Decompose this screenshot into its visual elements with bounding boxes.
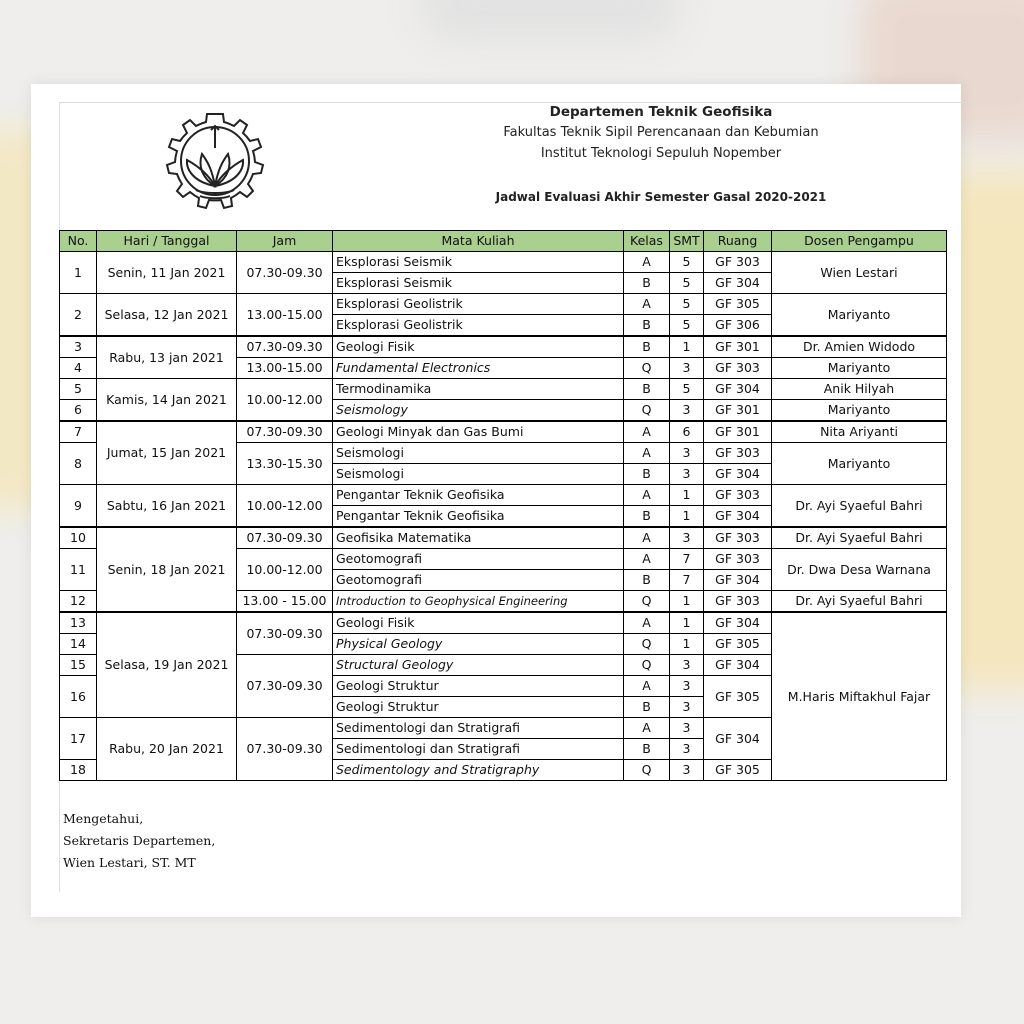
cell-class: Q (624, 760, 670, 781)
cell-room: GF 303 (704, 527, 772, 549)
cell-semester: 1 (670, 612, 704, 634)
table-row (60, 379, 947, 400)
cell-room: GF 303 (704, 358, 772, 379)
cell-class: B (624, 273, 670, 294)
cell-lecturer: Wien Lestari (772, 252, 947, 294)
cell-date: Rabu, 20 Jan 2021 (97, 718, 237, 781)
cell-class: A (624, 718, 670, 739)
cell-room: GF 303 (704, 591, 772, 613)
cell-date: Senin, 11 Jan 2021 (97, 252, 237, 294)
cell-lecturer: Dr. Ayi Syaeful Bahri (772, 485, 947, 528)
cell-room: GF 304 (704, 612, 772, 634)
table-row (60, 421, 947, 443)
cell-class: A (624, 676, 670, 697)
cell-semester: 7 (670, 549, 704, 570)
column-header: No. (60, 231, 97, 252)
cell-class: B (624, 464, 670, 485)
cell-no: 11 (60, 549, 97, 591)
cell-room: GF 304 (704, 464, 772, 485)
cell-room: GF 301 (704, 336, 772, 358)
cell-room: GF 303 (704, 252, 772, 273)
cell-room: GF 305 (704, 294, 772, 315)
cell-course: Eksplorasi Geolistrik (333, 294, 624, 315)
cell-no: 18 (60, 760, 97, 781)
cell-lecturer: Mariyanto (772, 294, 947, 337)
cell-course: Fundamental Electronics (333, 358, 624, 379)
cell-class: A (624, 421, 670, 443)
cell-course: Geologi Fisik (333, 612, 624, 634)
cell-lecturer: Dr. Dwa Desa Warnana (772, 549, 947, 591)
column-header: SMT (670, 231, 704, 252)
cell-no: 9 (60, 485, 97, 528)
cell-class: Q (624, 400, 670, 422)
cell-semester: 3 (670, 443, 704, 464)
cell-course: Seismologi (333, 443, 624, 464)
cell-room: GF 304 (704, 379, 772, 400)
cell-semester: 1 (670, 485, 704, 506)
cell-class: B (624, 697, 670, 718)
cell-date: Selasa, 19 Jan 2021 (97, 612, 237, 718)
cell-semester: 5 (670, 273, 704, 294)
cell-semester: 3 (670, 400, 704, 422)
department-name: Departemen Teknik Geofisika (549, 104, 773, 120)
cell-room: GF 303 (704, 485, 772, 506)
cell-no: 4 (60, 358, 97, 379)
cell-time: 07.30-09.30 (237, 527, 333, 549)
table-row (60, 252, 947, 273)
cell-course: Pengantar Teknik Geofisika (333, 485, 624, 506)
cell-class: Q (624, 591, 670, 613)
cell-no: 15 (60, 655, 97, 676)
cell-semester: 1 (670, 506, 704, 528)
column-header: Dosen Pengampu (772, 231, 947, 252)
cell-no: 5 (60, 379, 97, 400)
cell-no: 16 (60, 676, 97, 718)
cell-room: GF 304 (704, 570, 772, 591)
cell-course: Geotomografi (333, 570, 624, 591)
cell-class: Q (624, 358, 670, 379)
schedule-table-wrapper (59, 230, 947, 781)
cell-time: 10.00-12.00 (237, 379, 333, 422)
cell-class: Q (624, 655, 670, 676)
column-header: Jam (237, 231, 333, 252)
cell-time: 13.00-15.00 (237, 358, 333, 379)
cell-semester: 5 (670, 252, 704, 273)
cell-course: Physical Geology (333, 634, 624, 655)
cell-course: Eksplorasi Seismik (333, 252, 624, 273)
cell-semester: 3 (670, 739, 704, 760)
cell-room: GF 301 (704, 421, 772, 443)
cell-no: 2 (60, 294, 97, 337)
cell-room: GF 301 (704, 400, 772, 422)
cell-no: 3 (60, 336, 97, 358)
its-logo-icon (152, 108, 278, 220)
cell-class: Q (624, 634, 670, 655)
cell-course: Seismologi (333, 464, 624, 485)
cell-class: A (624, 252, 670, 273)
cell-room: GF 304 (704, 718, 772, 760)
column-header: Mata Kuliah (333, 231, 624, 252)
cell-room: GF 305 (704, 634, 772, 655)
cell-room: GF 304 (704, 273, 772, 294)
cell-lecturer: Dr. Amien Widodo (772, 336, 947, 358)
schedule-table (59, 230, 947, 781)
cell-semester: 7 (670, 570, 704, 591)
cell-course: Eksplorasi Geolistrik (333, 315, 624, 337)
document-sheet (31, 84, 961, 917)
cell-semester: 1 (670, 591, 704, 613)
cell-no: 14 (60, 634, 97, 655)
cell-no: 8 (60, 443, 97, 485)
cell-time: 13.30-15.30 (237, 443, 333, 485)
cell-room: GF 305 (704, 760, 772, 781)
cell-semester: 1 (670, 634, 704, 655)
cell-course: Geologi Fisik (333, 336, 624, 358)
cell-semester: 3 (670, 718, 704, 739)
cell-lecturer: M.Haris Miftakhul Fajar (772, 612, 947, 781)
cell-date: Rabu, 13 jan 2021 (97, 336, 237, 379)
cell-semester: 3 (670, 760, 704, 781)
cell-time: 07.30-09.30 (237, 336, 333, 358)
cell-semester: 3 (670, 655, 704, 676)
divider (59, 102, 984, 103)
cell-class: A (624, 549, 670, 570)
cell-class: B (624, 315, 670, 337)
cell-semester: 6 (670, 421, 704, 443)
cell-room: GF 303 (704, 549, 772, 570)
background-blob (420, 0, 680, 40)
cell-lecturer: Nita Ariyanti (772, 421, 947, 443)
cell-course: Structural Geology (333, 655, 624, 676)
cell-room: GF 304 (704, 506, 772, 528)
cell-room: GF 303 (704, 443, 772, 464)
signature-title: Sekretaris Departemen, (63, 833, 216, 848)
signature-name: Wien Lestari, ST. MT (63, 855, 196, 870)
cell-room: GF 306 (704, 315, 772, 337)
cell-class: B (624, 379, 670, 400)
table-header-row (60, 231, 947, 252)
cell-semester: 3 (670, 676, 704, 697)
cell-date: Senin, 18 Jan 2021 (97, 527, 237, 612)
cell-semester: 5 (670, 315, 704, 337)
cell-lecturer: Mariyanto (772, 443, 947, 485)
cell-course: Termodinamika (333, 379, 624, 400)
cell-date: Sabtu, 16 Jan 2021 (97, 485, 237, 528)
cell-class: A (624, 485, 670, 506)
cell-room: GF 304 (704, 655, 772, 676)
cell-class: A (624, 443, 670, 464)
cell-course: Geofisika Matematika (333, 527, 624, 549)
cell-room: GF 305 (704, 676, 772, 718)
table-row (60, 527, 947, 549)
table-row (60, 612, 947, 634)
cell-class: B (624, 570, 670, 591)
cell-class: B (624, 739, 670, 760)
cell-date: Kamis, 14 Jan 2021 (97, 379, 237, 422)
cell-date: Jumat, 15 Jan 2021 (97, 421, 237, 485)
cell-class: B (624, 506, 670, 528)
cell-class: A (624, 612, 670, 634)
signature-line: Mengetahui, (63, 811, 144, 826)
table-row (60, 294, 947, 315)
cell-no: 13 (60, 612, 97, 634)
cell-class: A (624, 527, 670, 549)
cell-semester: 3 (670, 527, 704, 549)
cell-lecturer: Mariyanto (772, 400, 947, 422)
cell-lecturer: Dr. Ayi Syaeful Bahri (772, 527, 947, 549)
cell-time: 07.30-09.30 (237, 612, 333, 655)
table-row (60, 336, 947, 358)
cell-course: Pengantar Teknik Geofisika (333, 506, 624, 528)
cell-time: 07.30-09.30 (237, 655, 333, 718)
signature-block (63, 808, 215, 874)
cell-no: 12 (60, 591, 97, 613)
cell-semester: 3 (670, 358, 704, 379)
cell-course: Eksplorasi Seismik (333, 273, 624, 294)
cell-course: Sedimentologi dan Stratigrafi (333, 739, 624, 760)
cell-course: Geologi Struktur (333, 676, 624, 697)
schedule-title: Jadwal Evaluasi Akhir Semester Gasal 2020-2021 (495, 190, 827, 204)
cell-semester: 1 (670, 336, 704, 358)
cell-time: 10.00-12.00 (237, 549, 333, 591)
cell-course: Sedimentology and Stratigraphy (333, 760, 624, 781)
cell-lecturer: Dr. Ayi Syaeful Bahri (772, 591, 947, 613)
column-header: Hari / Tanggal (97, 231, 237, 252)
faculty-name: Fakultas Teknik Sipil Perencanaan dan Kebumian (503, 125, 819, 140)
cell-no: 10 (60, 527, 97, 549)
university-name: Institut Teknologi Sepuluh Nopember (540, 146, 782, 161)
cell-lecturer: Mariyanto (772, 358, 947, 379)
cell-course: Geologi Minyak dan Gas Bumi (333, 421, 624, 443)
column-header: Ruang (704, 231, 772, 252)
cell-course: Geologi Struktur (333, 697, 624, 718)
cell-time: 07.30-09.30 (237, 252, 333, 294)
cell-semester: 5 (670, 379, 704, 400)
table-row (60, 485, 947, 506)
column-header: Kelas (624, 231, 670, 252)
cell-time: 13.00 - 15.00 (237, 591, 333, 613)
cell-no: 1 (60, 252, 97, 294)
cell-course: Sedimentologi dan Stratigrafi (333, 718, 624, 739)
cell-course: Seismology (333, 400, 624, 422)
cell-time: 07.30-09.30 (237, 718, 333, 781)
cell-no: 17 (60, 718, 97, 760)
cell-course: Introduction to Geophysical Engineering (333, 591, 624, 613)
cell-semester: 5 (670, 294, 704, 315)
cell-lecturer: Anik Hilyah (772, 379, 947, 400)
cell-semester: 3 (670, 697, 704, 718)
cell-no: 7 (60, 421, 97, 443)
cell-time: 13.00-15.00 (237, 294, 333, 337)
cell-class: A (624, 294, 670, 315)
cell-semester: 3 (670, 464, 704, 485)
cell-no: 6 (60, 400, 97, 422)
cell-time: 10.00-12.00 (237, 485, 333, 528)
cell-time: 07.30-09.30 (237, 421, 333, 443)
cell-course: Geotomografi (333, 549, 624, 570)
cell-date: Selasa, 12 Jan 2021 (97, 294, 237, 337)
cell-class: B (624, 336, 670, 358)
